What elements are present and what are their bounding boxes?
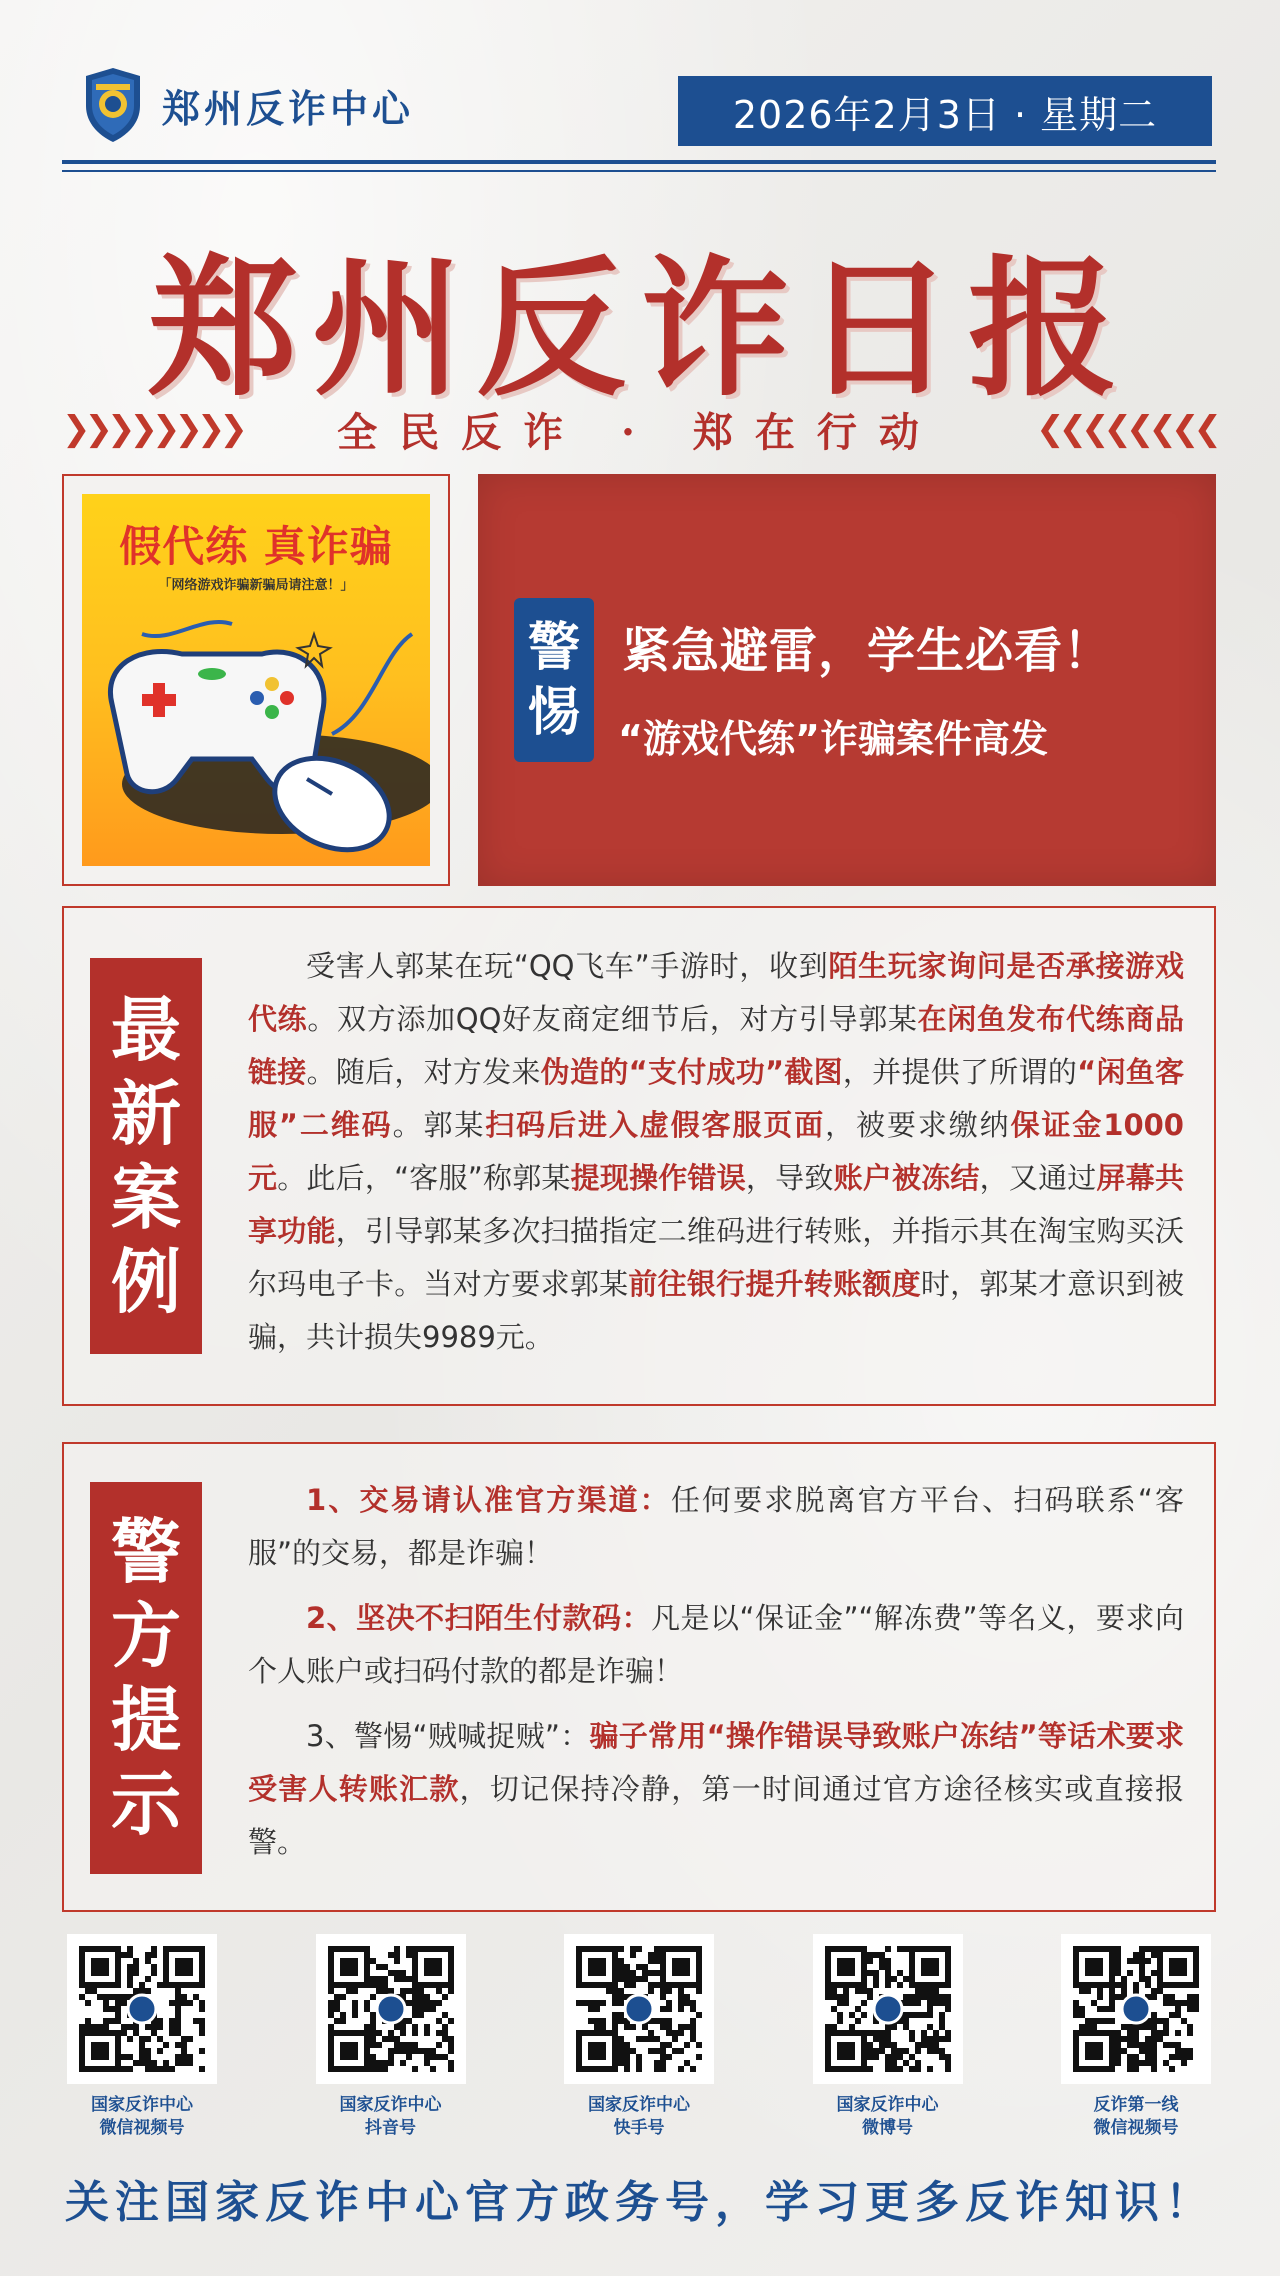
qr-caption: 国家反诈中心 快手号 <box>588 2095 690 2138</box>
tips-list <box>248 1474 1184 1881</box>
tip-highlight: 骗子常用“操作错误导致账户冻结”等话术要求受害人转账汇款 <box>248 1719 1185 1806</box>
qr-item-wechat-channel[interactable] <box>62 1934 222 2140</box>
qr-code-icon[interactable] <box>813 1934 963 2084</box>
date-banner: 2026年2月3日 · 星期二 <box>678 76 1212 146</box>
qr-caption: 国家反诈中心 微信视频号 <box>91 2095 193 2138</box>
alert-tag <box>514 598 594 762</box>
case-label <box>90 958 202 1354</box>
alert-tag-char: 惕 <box>527 682 580 743</box>
case-highlight: 提现操作错误 <box>570 1161 746 1195</box>
header-logo <box>82 66 414 144</box>
case-text-segment: 。双方添加QQ好友商定细节后，对方引导郭某 <box>307 1002 918 1036</box>
tip-body: 任何要求脱离官方平台、扫码联系“客服”的交易，都是诈骗！ <box>248 1483 1184 1570</box>
qr-code-icon[interactable] <box>316 1934 466 2084</box>
chevrons-right-icon: ❯❯❯❯❯❯❯❯ <box>62 409 242 449</box>
qr-item-weibo[interactable] <box>808 1934 968 2140</box>
case-highlight: 陌生玩家询问是否承接游戏代练 <box>248 949 1184 1036</box>
qr-caption: 国家反诈中心 抖音号 <box>339 2095 442 2138</box>
tips-label-char: 示 <box>111 1762 181 1845</box>
case-text-segment: ，引导郭某多次扫描指定二维码进行转账，并指示其在淘宝购买沃尔玛电子卡。当对方要求郭某 <box>248 1214 1184 1301</box>
qr-caption: 反诈第一线 微信视频号 <box>1093 2095 1179 2138</box>
page-title: 郑州反诈日报 <box>147 241 1132 417</box>
tips-label-char: 提 <box>111 1678 181 1761</box>
case-label-char: 最 <box>111 988 181 1071</box>
case-text-segment: 。此后，“客服”称郭某 <box>277 1161 571 1195</box>
case-highlight: 在闲鱼发布代练商品链接 <box>248 1002 1184 1089</box>
case-text-segment: 时，郭某才意识到被骗，共计损失9989元。 <box>248 1267 1184 1354</box>
case-label-char: 新 <box>111 1072 181 1155</box>
qr-code-icon[interactable] <box>564 1934 714 2084</box>
alert-subtitle: “游戏代练”诈骗案件高发 <box>618 717 1048 761</box>
qr-item-kuaishou[interactable] <box>559 1934 719 2140</box>
org-name: 郑州反诈中心 <box>162 85 415 131</box>
tip-heading: 2、坚决不扫陌生付款码： <box>306 1601 652 1635</box>
tip-item <box>248 1710 1184 1869</box>
qr-code-icon[interactable] <box>67 1934 217 2084</box>
tips-label <box>90 1482 202 1874</box>
case-text-segment: ，又通过 <box>979 1161 1097 1195</box>
case-text-segment: ，导致 <box>745 1161 834 1195</box>
tip-item <box>248 1474 1184 1580</box>
case-text-segment: 受害人郭某在玩“QQ飞车”手游时，收到 <box>306 949 829 983</box>
tip-body: 凡是以“保证金”“解冻费”等名义，要求向个人账户或扫码付款的都是诈骗！ <box>248 1601 1184 1688</box>
case-label-char: 例 <box>111 1240 181 1323</box>
alert-tag-char: 警 <box>527 617 580 678</box>
case-highlight: 前往银行提升转账额度 <box>628 1267 921 1301</box>
poster-image <box>82 494 430 866</box>
header-divider-thin <box>62 170 1216 172</box>
qr-item-frontline-channel[interactable] <box>1056 1934 1216 2140</box>
gamepad-mouse-illustration <box>82 594 430 866</box>
police-badge-icon <box>82 66 144 144</box>
poster-subtitle: 「网络游戏诈骗新骗局请注意！」 <box>158 578 354 593</box>
case-label-char: 案 <box>111 1156 181 1239</box>
tips-label-char: 警 <box>111 1510 181 1593</box>
tip-heading: 1、交易请认准官方渠道： <box>306 1483 671 1517</box>
case-text <box>248 940 1184 1364</box>
case-highlight: 屏幕共享功能 <box>248 1161 1184 1248</box>
qr-item-douyin[interactable] <box>311 1934 471 2140</box>
tip-heading: 3、警惕“贼喊捉贼”： <box>306 1719 590 1753</box>
case-highlight: 保证金1000元 <box>248 1108 1184 1195</box>
case-highlight: 账户被冻结 <box>833 1161 980 1195</box>
case-text-segment: ，并提供了所谓的 <box>842 1055 1078 1089</box>
poster-title: 假代练 真诈骗 <box>119 522 393 571</box>
case-highlight: 伪造的“支付成功”截图 <box>540 1055 843 1089</box>
header-divider <box>62 160 1216 164</box>
tips-label-char: 方 <box>111 1594 181 1677</box>
qr-caption: 国家反诈中心 微博号 <box>836 2095 939 2138</box>
case-highlight: 扫码后进入虚假客服页面 <box>485 1108 826 1142</box>
slogan-row <box>62 404 1216 454</box>
case-highlight: “闲鱼客服”二维码 <box>248 1055 1184 1142</box>
qr-code-row <box>62 1934 1216 2140</box>
footer-slogan: 关注国家反诈中心官方政务号，学习更多反诈知识！ <box>65 2177 1215 2228</box>
case-text-segment: 。郭某 <box>392 1108 486 1142</box>
qr-code-icon[interactable] <box>1061 1934 1211 2084</box>
case-text-segment: 。随后，对方发来 <box>306 1055 541 1089</box>
tip-body: ，切记保持冷静，第一时间通过官方途径核实或直接报警。 <box>248 1772 1184 1859</box>
tip-item <box>248 1592 1184 1698</box>
alert-title: 紧急避雷，学生必看！ <box>622 623 1113 679</box>
slogan: 全民反诈 · 郑在行动 <box>337 408 941 456</box>
case-text-segment: ，被要求缴纳 <box>825 1108 1011 1142</box>
chevrons-left-icon: ❮❮❮❮❮❮❮❮ <box>1036 409 1216 449</box>
